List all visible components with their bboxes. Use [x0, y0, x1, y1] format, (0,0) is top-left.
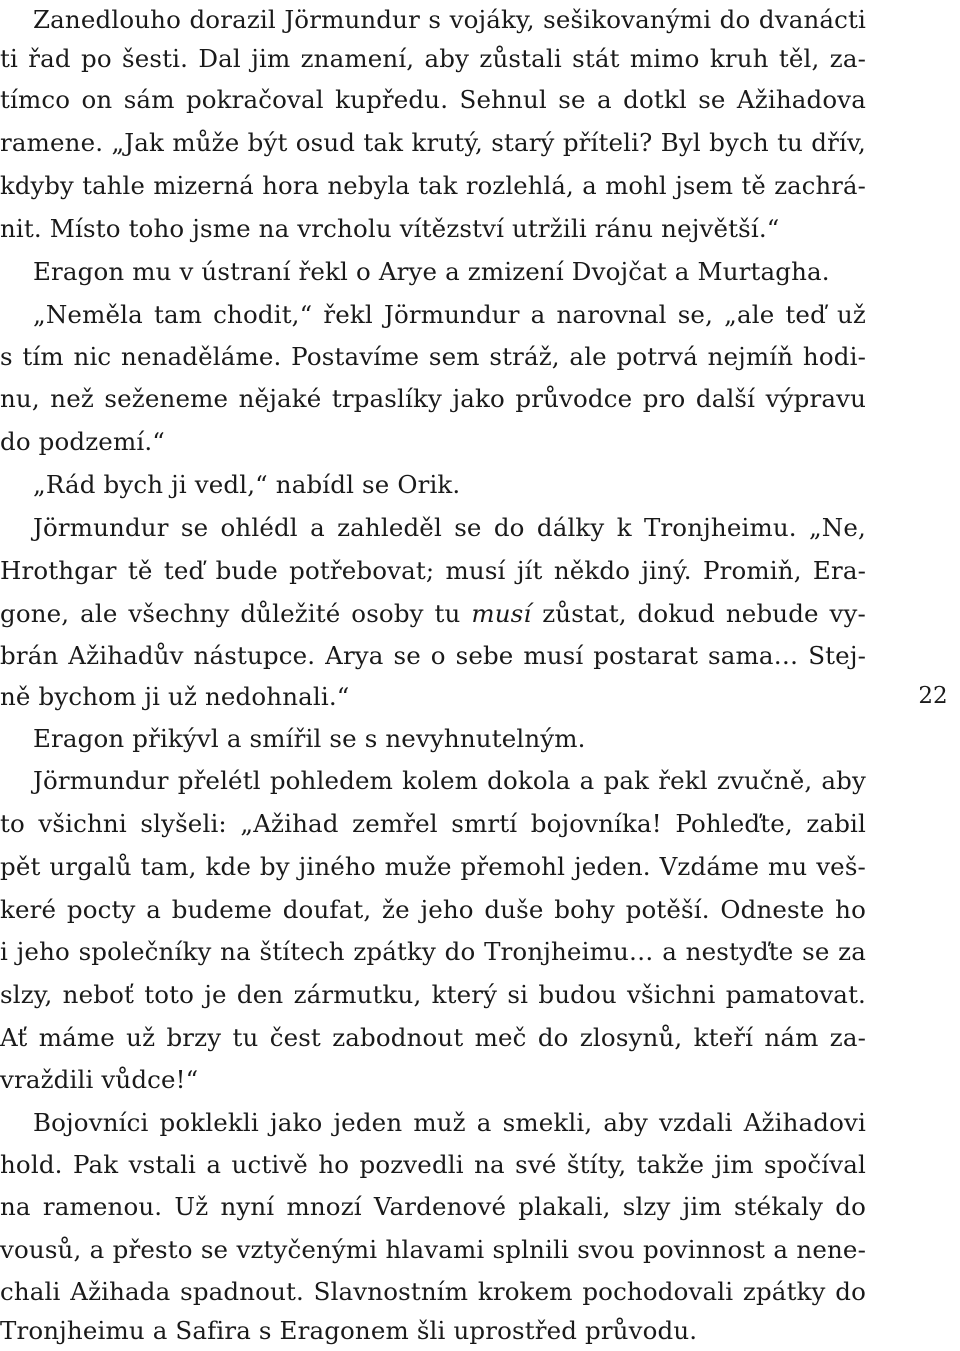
- text-line: keré pocty a budeme doufat, že jeho duše bohy potěší. Odneste ho: [0, 895, 866, 924]
- text-line: to všichni slyšeli: „Ažihad zemřel smrtí bojovníka! Pohleďte, zabil: [0, 809, 866, 838]
- text-line: nu, než seženeme nějaké trpaslíky jako průvodce pro další výpravu: [0, 384, 866, 413]
- text-fragment: zůstat, dokud nebude vy-: [542, 599, 866, 628]
- text-line: nit. Místo toho jsme na vrcholu vítězství utržili ránu největší.“: [0, 214, 780, 243]
- text-line: chali Ažihada spadnout. Slavnostním krokem pochodovali zpátky do: [0, 1277, 866, 1306]
- text-line: ramene. „Jak může být osud tak krutý, starý příteli? Byl bych tu dřív,: [0, 128, 866, 157]
- text-line: Eragon mu v ústraní řekl o Arye a zmizení Dvojčat a Murtagha.: [33, 257, 830, 286]
- text-line: pět urgalů tam, kde by jiného muže přemohl jeden. Vzdáme mu veš-: [0, 852, 866, 881]
- text-line-with-emphasis: [0, 594, 866, 634]
- text-line: Eragon přikývl a smířil se s nevyhnutelným.: [33, 724, 586, 753]
- text-line: „Neměla tam chodit,“ řekl Jörmundur a narovnal se, „ale teď už: [33, 300, 866, 329]
- text-line: na ramenou. Už nyní mnozí Vardenové plakali, slzy jim stékaly do: [0, 1192, 866, 1221]
- text-line: Jörmundur přelétl pohledem kolem dokola a pak řekl zvučně, aby: [33, 766, 866, 795]
- text-line: Jörmundur se ohlédl a zahleděl se do dálky k Tronjheimu. „Ne,: [33, 513, 866, 542]
- text-line: s tím nic nenaděláme. Postavíme sem stráž, ale potrvá nejmíň hodi-: [0, 342, 866, 371]
- text-line: Bojovníci poklekli jako jeden muž a smekli, aby vzdali Ažihadovi: [33, 1108, 866, 1137]
- text-line: tímco on sám pokračoval kupředu. Sehnul se a dotkl se Ažihadova: [0, 85, 866, 114]
- text-line: brán Ažihadův nástupce. Arya se o sebe musí postarat sama… Stej-: [0, 641, 866, 670]
- text-line: hold. Pak vstali a uctivě ho pozvedli na své štíty, takže jim spočíval: [0, 1150, 866, 1179]
- text-fragment: gone, ale všechny důležité osoby tu: [0, 599, 461, 628]
- text-line: i jeho společníky na štítech zpátky do Tronjheimu… a nestyďte se za: [0, 937, 866, 966]
- text-line: vousů, a přesto se vztyčenými hlavami splnili svou povinnost a nene-: [0, 1235, 866, 1264]
- text-line: ti řad po šesti. Dal jim znamení, aby zůstali stát mimo kruh těl, za-: [0, 44, 866, 73]
- text-line: Zanedlouho dorazil Jörmundur s vojáky, sešikovanými do dvanácti: [33, 5, 866, 34]
- text-line: slzy, neboť toto je den zármutku, který si budou všichni pamatovat.: [0, 980, 866, 1009]
- text-line: Tronjheimu a Safira s Eragonem šli uprostřed průvodu.: [0, 1316, 698, 1345]
- text-line: kdyby tahle mizerná hora nebyla tak rozlehlá, a mohl jsem tě zachrá-: [0, 171, 866, 200]
- text-line: vraždili vůdce!“: [0, 1065, 199, 1094]
- text-line: ně bychom ji už nedohnali.“: [0, 682, 350, 711]
- text-line: do podzemí.“: [0, 427, 165, 456]
- page-number: 22: [918, 683, 948, 709]
- text-line: „Rád bych ji vedl,“ nabídl se Orik.: [33, 470, 461, 499]
- emphasized-word: musí: [471, 599, 532, 628]
- text-line: Hrothgar tě teď bude potřebovat; musí jít někdo jiný. Promiň, Era-: [0, 556, 866, 585]
- text-line: Ať máme už brzy tu čest zabodnout meč do zlosynů, kteří nám za-: [0, 1023, 866, 1052]
